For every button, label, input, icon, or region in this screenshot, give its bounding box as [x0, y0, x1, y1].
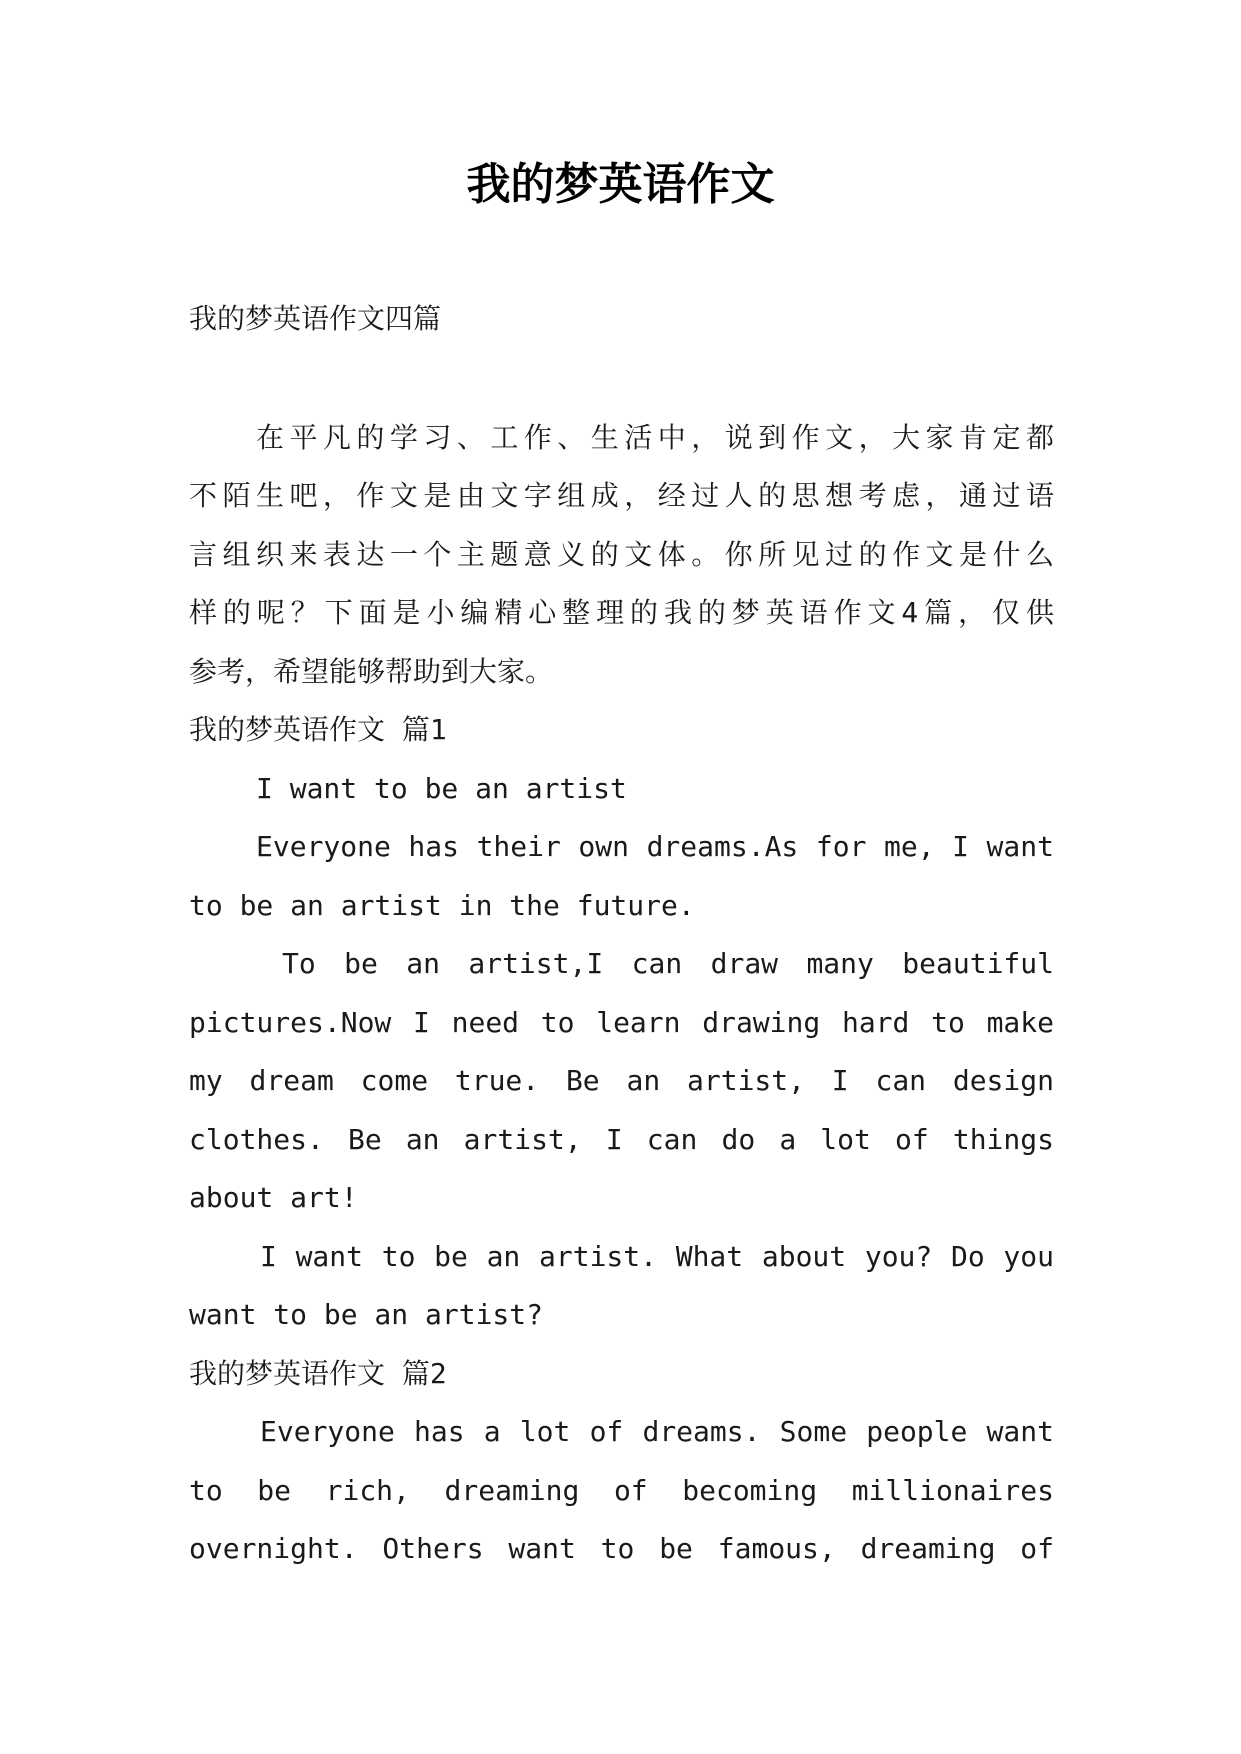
- paragraph-line: I want to be an artist: [256, 771, 627, 805]
- section-heading: 我的梦英语作文 篇2: [189, 1356, 447, 1390]
- paragraph-line: I want to be an artist. What about you? Do you: [260, 1239, 1054, 1273]
- intro-line: 不陌生吧，作文是由文字组成，经过人的思想考虑，通过语: [189, 479, 1054, 512]
- document-subtitle: 我的梦英语作文四篇: [189, 302, 442, 335]
- intro-line: 样的呢？下面是小编精心整理的我的梦英语作文4篇，仅供: [189, 596, 1054, 629]
- paragraph-line: overnight. Others want to be famous, dreaming of: [189, 1532, 1054, 1565]
- paragraph-line: Everyone has their own dreams.As for me, I want: [256, 830, 1054, 863]
- paragraph-line: to be an artist in the future.: [189, 888, 695, 922]
- paragraph-line: Everyone has a lot of dreams. Some people want: [260, 1415, 1054, 1448]
- paragraph-line: to be rich, dreaming of becoming millionaires: [189, 1473, 1054, 1507]
- document-title: 我的梦英语作文: [466, 159, 775, 210]
- paragraph-line: To be an artist,I can draw many beautiful: [282, 947, 1054, 980]
- paragraph-line: pictures.Now I need to learn drawing hard to make: [189, 1005, 1054, 1039]
- paragraph-line: about art!: [189, 1181, 358, 1214]
- intro-line: 参考，希望能够帮助到大家。: [189, 654, 554, 688]
- intro-line: 言组织来表达一个主题意义的文体。你所见过的作文是什么: [189, 537, 1054, 571]
- intro-line: 在平凡的学习、工作、生活中，说到作文，大家肯定都: [256, 420, 1054, 454]
- paragraph-line: clothes. Be an artist, I can do a lot of things: [189, 1122, 1054, 1156]
- document-body: [189, 290, 1054, 1579]
- paragraph-line: want to be an artist?: [189, 1298, 544, 1331]
- section-heading: 我的梦英语作文 篇1: [189, 713, 447, 746]
- paragraph-line: my dream come true. Be an artist, I can design: [189, 1064, 1054, 1097]
